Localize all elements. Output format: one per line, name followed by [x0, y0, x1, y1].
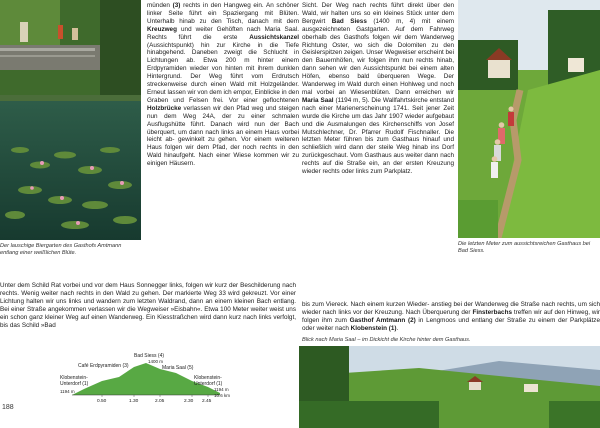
profile-label-cafe: Café Erdpyramiden (3) — [78, 363, 129, 369]
caption-maria-saal: Blick nach Maria Saal – im Dickicht die Kirche hinter dem Gasthaus. — [302, 337, 471, 343]
profile-time-1: 0.50 — [97, 399, 107, 404]
text-column-2: Sicht. Der Weg nach rechts führt direkt über den Wald, wir halten uns so ein kleines Stück unter dem Bergwirt Bad Siess (1400 m, 4) mit einem ausgezeichneten Gastgarten. Auf dem Fahrweg oberhalb des Gasthofs folgen wir dem Wanderweg Richtung Oster, wo sich die Dolomiten zu den Geislerspitzen zeigen. Unser Wegweiser erscheint bei den Bauernhöfen, wir folgen ihm nun rechts hinab, dann sehen wir den Aussichtspunkt bei einem alten Höfen, ebenso bald überqueren Wege. Der Wanderweg im Wald durch einen Hohlweg und noch mal vorbei an Wiesenblüten. Dann erreichen wir Maria Saal (1194 m, 5). Die Wallfahrtskirche entstand nach einer Marienerscheinung 1741. Seit jener Zeit wurde die Kirche um das Jahr 1907 wieder aufgebaut und die Ausmalungen des Kirchenschiffs von Josef Mutschlechner, Dr. Pfarrer Rudolf Fischnaller. Die letzten Meter führen bis zum Gasthaus hinauf und schließlich wird dann der steile Weg hinab ins Dorf zurückgeschaut. Vom Gasthaus aus weiter dann nach rechts auf die Straße ein, an der ersten Kreuzung wieder rechts oder links zum Parkplatz. — [302, 2, 455, 176]
photo-wanderer-wiese — [458, 0, 600, 238]
elevation-profile — [60, 353, 234, 404]
text-bottom-right: bis zum Viereck. Nach einem kurzen Wieder- anstieg bei der Wanderweg die Straße nach rechts, um sich wieder nach links vor der Kreuzung. Nach Überquerung der Finsterbachs treffen wir auf den Hinweg, wir folgen ihm zum Gasthof Amtmann (2) in Lengmoos und entlang der Straße zu einem der Parkplätze oder weiter nach Klobenstein (1). — [302, 301, 600, 332]
text-column-1: münden (3) rechts in den Hangweg ein. An schöner linker Seite führt ein Spaziergang mit Blüten. Unterhalb hinab zu den Tisch, danach mit dem Kreuzweg und weiter Gehöften nach Maria Saal. Rechts führt die erste Aussichtskanzel (Aussichtspunkt) hin zur Kirche in die Tiefe hinabgehend. Daneben zweigt die Schlucht in Lichtungen ab. Etwa 200 m hinter einem Erdpyramiden wieder von hinten mit ihrem dunklen Hintergrund. Der Weg führt vom Erdrutsch streckenweise durch einen Wald mit Holzgeländer. Erneut lassen wir von dem ich empor, Einblicke in den Graben und Felsen frei. Vor einer geflochtenen Holzbrücke verlassen wir den Pfad weg und steigen nun dem Weg 24A, der zu einer schmalen Ausflugshütte führt. Danach wird nun der Bach überquert, um dann nach links an einem Haus vorbei leicht ab- gewinkelt zu gehen. Vor einem weiteren Haus folgen wir dem Pfad, der noch rechts in den Wald hinaufgeht. Nach einer Wiese kommen wir zu einigen Häusern. — [147, 2, 300, 168]
profile-label-klobenstein-right-1: Klobenstein- — [194, 375, 222, 381]
profile-time-2: 1.30 — [129, 399, 139, 404]
profile-distance: 10.6 km — [214, 393, 231, 398]
photo-maria-saal — [299, 346, 600, 428]
profile-label-klobenstein-left-1: Klobenstein- — [60, 375, 88, 381]
profile-label-maria-saal: Maria Saal (5) — [162, 365, 194, 371]
profile-time-4: 2.30 — [184, 399, 194, 404]
profile-label-klobenstein-left-2: Unterdorf (1) — [60, 381, 89, 387]
photo-biergarten — [0, 0, 141, 240]
profile-time-5: 2.45 — [202, 399, 212, 404]
profile-time-3: 2.05 — [155, 399, 165, 404]
text-bottom-left: Unter dem Schild Rat vorbei und vor dem Haus Sonnegger links, folgen wir kurz der Beschilderung nach rechts. Wenig weiter nach rechts in den Wald zu gehen. Der markierte Weg 33 wird gekreuzt. Vor einer Lichtung halten wir uns links und wandern zum letzten Waldrand, dann an einem kleinen Bach entlang. Bei einer Straße angekommen verlassen wir die Wegweiser »Eisbahn«. Etwa 100 Meter weiter weist uns ein schon ganz kleiner Weg auf einen Wanderweg. Ein Kiesstraßchen wird dann kurz nach links verfolgt, bis das Schild »Bad — [0, 282, 296, 329]
caption-biergarten: Der lauschige Biergarten des Gasthofs Amtmann entlang einer weißlichen Blüte. — [0, 243, 122, 256]
page-number: 188 — [2, 404, 14, 411]
profile-right-elev: 1194 m — [214, 387, 229, 392]
caption-wanderer: Die letzten Meter zum aussichtsreichen Gasthaus bei Bad Siess. — [458, 241, 591, 254]
profile-label-bad-siess: Bad Siess (4) — [134, 353, 165, 359]
profile-label-klobenstein-right-2: Unterdorf (1) — [194, 381, 223, 387]
profile-left-elev: 1194 m — [60, 389, 75, 394]
profile-label-1400m: 1400 m — [148, 359, 164, 364]
